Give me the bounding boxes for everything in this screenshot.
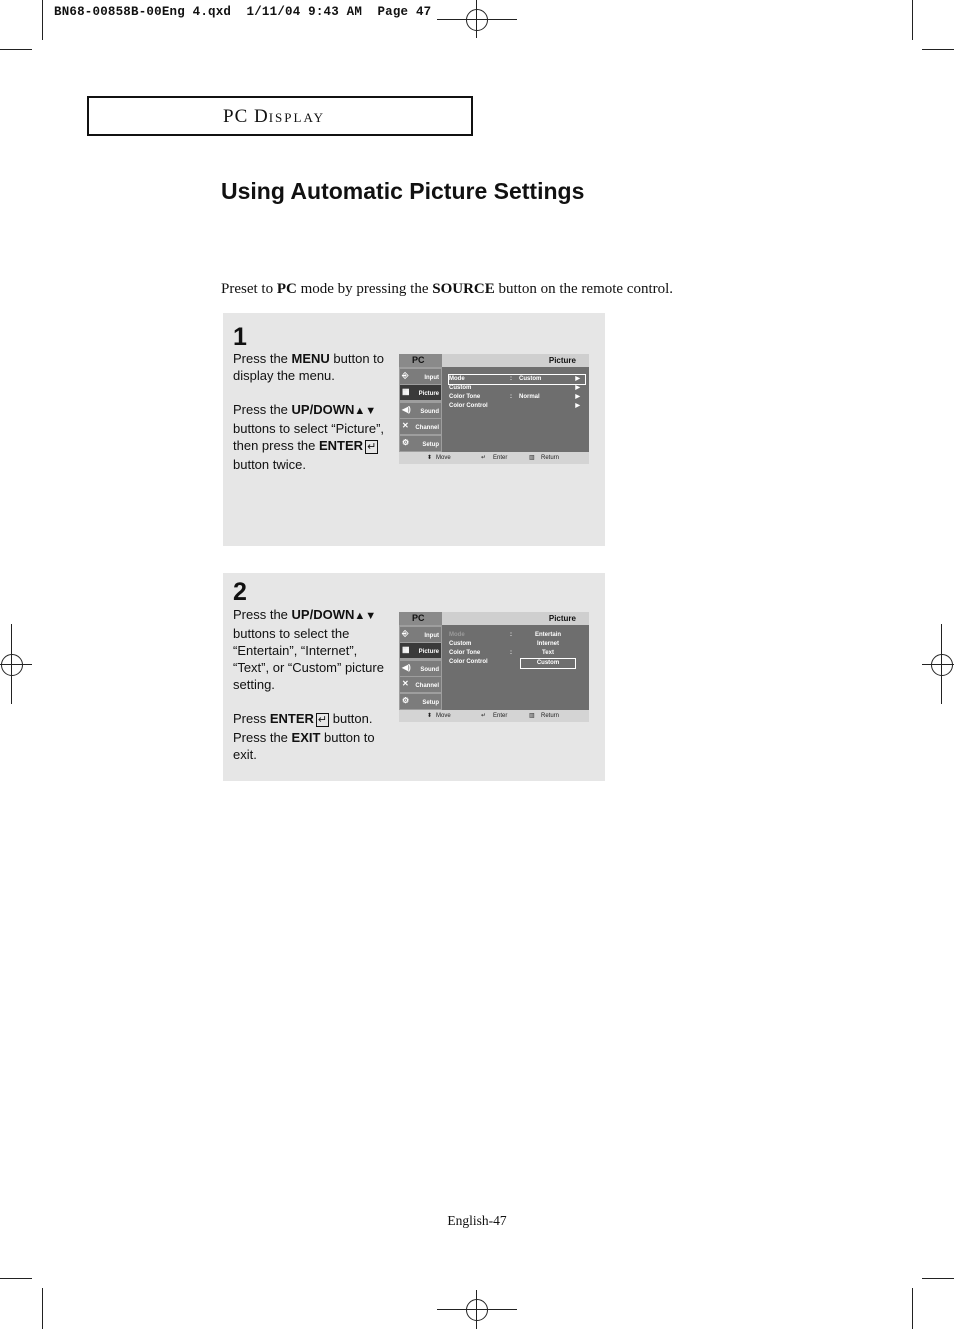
- osd-menu-input[interactable]: ⎆ Input: [400, 369, 441, 384]
- arrow-right-icon: ▶: [575, 385, 580, 391]
- osd-row-mode[interactable]: Mode :: [449, 632, 512, 638]
- registration-mark: [931, 654, 953, 676]
- picture-icon: ▦: [402, 645, 410, 654]
- crop-mark: [912, 1288, 913, 1329]
- crop-mark: [0, 49, 32, 50]
- page-footer: English-47: [447, 1213, 507, 1228]
- registration-mark: [0, 664, 32, 665]
- setup-icon: ⚙: [402, 438, 410, 447]
- osd-row-color-tone[interactable]: Color Tone :: [449, 650, 512, 656]
- crop-mark: [922, 1278, 954, 1279]
- enter-icon: ↵: [481, 455, 487, 461]
- osd-menu-setup[interactable]: ⚙ Setup: [400, 436, 441, 451]
- crop-mark: [912, 0, 913, 40]
- osd-menu-input[interactable]: ⎆ Input: [400, 627, 441, 642]
- input-icon: ⎆: [402, 629, 409, 638]
- step-2-panel: [223, 573, 605, 781]
- osd-footer: ⬍ Move ↵ Enter ▥ Return: [399, 710, 589, 722]
- input-icon: ⎆: [402, 371, 409, 380]
- osd-option-text[interactable]: Text: [542, 650, 554, 656]
- intro-text: Preset to PC mode by pressing the SOURCE button on the remote control.: [221, 281, 674, 297]
- osd-row-custom[interactable]: Custom ▶: [449, 385, 580, 391]
- arrow-right-icon: ▶: [575, 376, 580, 382]
- registration-mark: [466, 9, 488, 31]
- registration-mark: [1, 654, 23, 676]
- registration-mark: [437, 1309, 517, 1310]
- step-instructions: Press the MENU button to display the menu. Press the UP/DOWN▲▼ buttons to select “Picture”, then press the ENTER ↵ button twice.: [233, 351, 385, 472]
- step-1-panel: [223, 313, 605, 546]
- crop-mark: [922, 49, 954, 50]
- print-slug: BN68-00858B-00Eng 4.qxd 1/11/04 9:43 AM Page 47: [54, 5, 432, 19]
- sound-icon: ◀): [402, 405, 411, 414]
- picture-icon: ▦: [402, 387, 410, 396]
- osd-menu-channel[interactable]: ✕ Channel: [400, 419, 441, 434]
- registration-mark: [437, 19, 517, 20]
- osd-menu-screen: [399, 612, 589, 722]
- page-number: 47: [493, 1213, 507, 1228]
- registration-mark: [11, 624, 12, 704]
- registration-mark: [941, 624, 942, 704]
- arrow-right-icon: ▶: [575, 394, 580, 400]
- crop-mark: [42, 0, 43, 40]
- setup-icon: ⚙: [402, 696, 410, 705]
- osd-row-custom[interactable]: Custom: [449, 641, 472, 647]
- arrow-right-icon: ▶: [575, 403, 580, 409]
- osd-source-label: PC: [399, 612, 442, 625]
- up-down-arrows-icon: ▲▼: [354, 610, 377, 622]
- osd-footer: ⬍ Move ↵ Enter ▥ Return: [399, 452, 589, 464]
- registration-mark: [922, 664, 954, 665]
- osd-menu-picture[interactable]: ▦ Picture: [400, 643, 441, 658]
- enter-icon: ↵: [367, 441, 377, 453]
- osd-option-custom[interactable]: Custom: [521, 659, 575, 668]
- sound-icon: ◀): [402, 663, 411, 672]
- osd-row-color-control[interactable]: Color Control: [449, 659, 488, 665]
- osd-row-color-tone[interactable]: Color Tone : Normal ▶: [449, 394, 580, 400]
- osd-row-mode[interactable]: Mode : Custom ▶: [449, 375, 585, 384]
- enter-icon: ↵: [317, 714, 328, 726]
- move-icon: ⬍: [427, 455, 433, 461]
- up-down-arrows-icon: ▲▼: [354, 405, 377, 417]
- section-title: PC DISPLAY: [223, 106, 326, 127]
- osd-menu-sound[interactable]: ◀) Sound: [400, 661, 441, 676]
- osd-header: Picture: [442, 612, 589, 625]
- registration-mark: [466, 1299, 488, 1321]
- osd-menu-sound[interactable]: ◀) Sound: [400, 403, 441, 418]
- osd-option-entertain[interactable]: Entertain: [534, 632, 561, 638]
- crop-mark: [42, 1288, 43, 1329]
- osd-source-label: PC: [399, 354, 442, 367]
- step-number: 2: [233, 578, 247, 606]
- osd-menu-setup[interactable]: ⚙ Setup: [400, 694, 441, 709]
- section-header: [87, 96, 473, 136]
- osd-option-internet[interactable]: Internet: [536, 641, 559, 647]
- step-number: 1: [233, 323, 247, 351]
- registration-mark: [476, 0, 477, 38]
- page-title: Using Automatic Picture Settings: [221, 178, 585, 204]
- return-icon: ▥: [529, 455, 535, 461]
- osd-menu-channel[interactable]: ✕ Channel: [400, 677, 441, 692]
- osd-row-color-control[interactable]: Color Control ▶: [449, 403, 580, 409]
- step-instructions: Press the UP/DOWN▲▼ buttons to select the “Entertain”, “Internet”, “Text”, or “Custom” picture setting. Press ENTER ↵ button. Press the EXIT button to exit.: [233, 607, 384, 762]
- crop-mark: [0, 1278, 32, 1279]
- osd-menu-picture[interactable]: ▦ Picture: [400, 385, 441, 400]
- osd-menu-screen: [399, 354, 589, 464]
- channel-icon: ✕: [402, 679, 409, 688]
- registration-mark: [476, 1290, 477, 1329]
- osd-header: Picture: [442, 354, 589, 367]
- channel-icon: ✕: [402, 421, 409, 430]
- enter-icon: ↵: [481, 713, 487, 719]
- move-icon: ⬍: [427, 713, 433, 719]
- return-icon: ▥: [529, 713, 535, 719]
